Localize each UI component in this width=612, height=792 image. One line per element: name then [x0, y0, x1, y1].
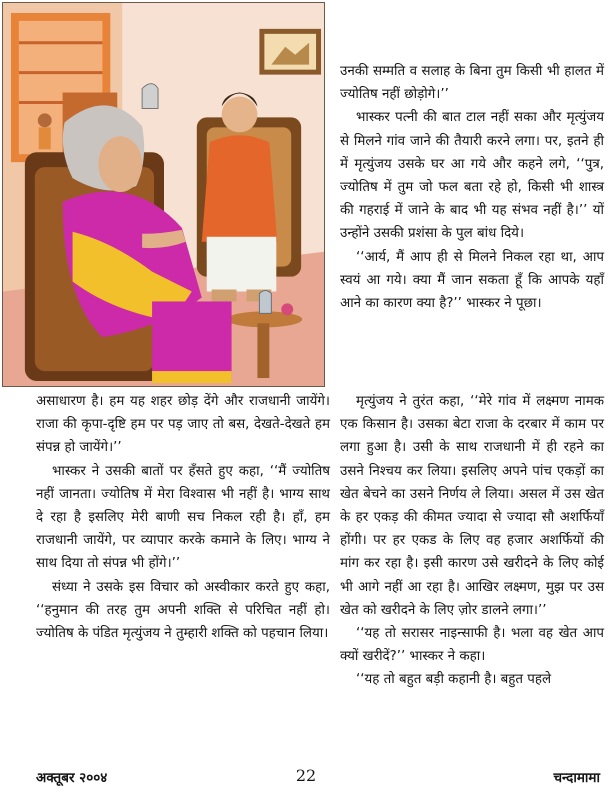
paragraph: असाधारण है। हम यह शहर छोड़ देंगे और राजधानी जायेंगे। राजा की कृपा-दृष्टि हम पर पड़ जाए तो बस, देखते-देखते हम संपन्न हो जायेंगे।’’ [36, 394, 330, 456]
paragraph: ‘‘यह तो बहुत बड़ी कहानी है। बहुत पहले [356, 672, 552, 688]
page-footer [0, 768, 612, 788]
paragraph: ‘‘यह तो सरासर नाइन्साफी है। भला वह खेत आप क्यों खरीदें?’’ भास्कर ने कहा। [340, 626, 604, 665]
paragraph: मृत्युंजय ने तुरंत कहा, ‘‘मेरे गांव में लक्ष्मण नामक एक किसान है। उसका बेटा राजा के दरबार में काम पर लगा हुआ है। उसी के साथ राजधानी में ही रहने का उसने निश्चय कर लिया। इसलिए अपने पांच एकड़ों का खेत बेचने का उसने निर्णय ले लिया। असल में उस खेत के हर एकड़ की कीमत ज्यादा से ज्यादा सौ अशर्फियाँ होंगी। पर हर एकड के लिए वह हजार अशर्फियों की मांग कर रहा है। इसी कारण उसे खरीदने के लिए कोई भी आगे नहीं आ रहा है। आखिर लक्ष्मण, मुझ पर उस खेत को खरीदने के लिए ज़ोर डालने लगा।’’ [340, 394, 604, 618]
paragraph: ‘‘आर्य, मैं आप ही से मिलने निकल रहा था, आप स्वयं आ गये। क्या मैं जान सकता हूँ कि आपके यहाँ आने का कारण क्या है?’’ भास्कर ने पूछा। [340, 249, 604, 312]
text-column-right-bottom [340, 390, 604, 692]
paragraph: संध्या ने उसके इस विचार को अस्वीकार करते हुए कहा, ‘‘हनुमान की तरह तुम अपनी शक्ति से परिचित नहीं हो। ज्योतिष के पंडित मृत्युंजय ने तुम्हारी शक्ति को पहचान लिया। [36, 579, 330, 642]
magazine-name: चन्दामामा [553, 770, 600, 786]
paragraph: भास्कर ने उसकी बातों पर हँसते हुए कहा, ‘‘मैं ज्योतिष नहीं जानता। ज्योतिष में मेरा विश्वास भी नहीं है। भाग्य साथ दे रहा है इसलिए मेरी बाणी सच निकल रही है। हाँ, हम राजधानी जायेंगे, पर व्यापार करके कमाने के लिए। भाग्य ने साथ दिया तो संपन्न भी होंगे।’’ [36, 463, 330, 572]
paragraph: उनकी सम्मति व सलाह के बिना तुम किसी भी हालत में ज्योतिष नहीं छोड़ोगे।’’ [340, 64, 604, 103]
paragraph: भास्कर पत्नी की बात टाल नहीं सका और मृत्युंजय से मिलने गांव जाने की तैयारी करने लगा। पर, इतने ही में मृत्युंजय उसके घर आ गये और कहने लगे, ‘‘पुत्र, ज्योतिष में तुम जो फल बता रहे हो, किसी भी शास्त्र की गहराई में जाने के बाद भी यह संभव नहीं है।’’ यों उन्होंने उसकी प्रशंसा के पुल बांध दिये। [340, 110, 604, 242]
text-column-left [36, 390, 330, 645]
illustration-woman-and-young-man-seated [3, 3, 324, 386]
footer-date: अक्तूबर २००४ [36, 770, 108, 786]
story-illustration [2, 2, 325, 387]
text-column-right-top [340, 60, 604, 315]
page-number: 22 [295, 766, 317, 785]
